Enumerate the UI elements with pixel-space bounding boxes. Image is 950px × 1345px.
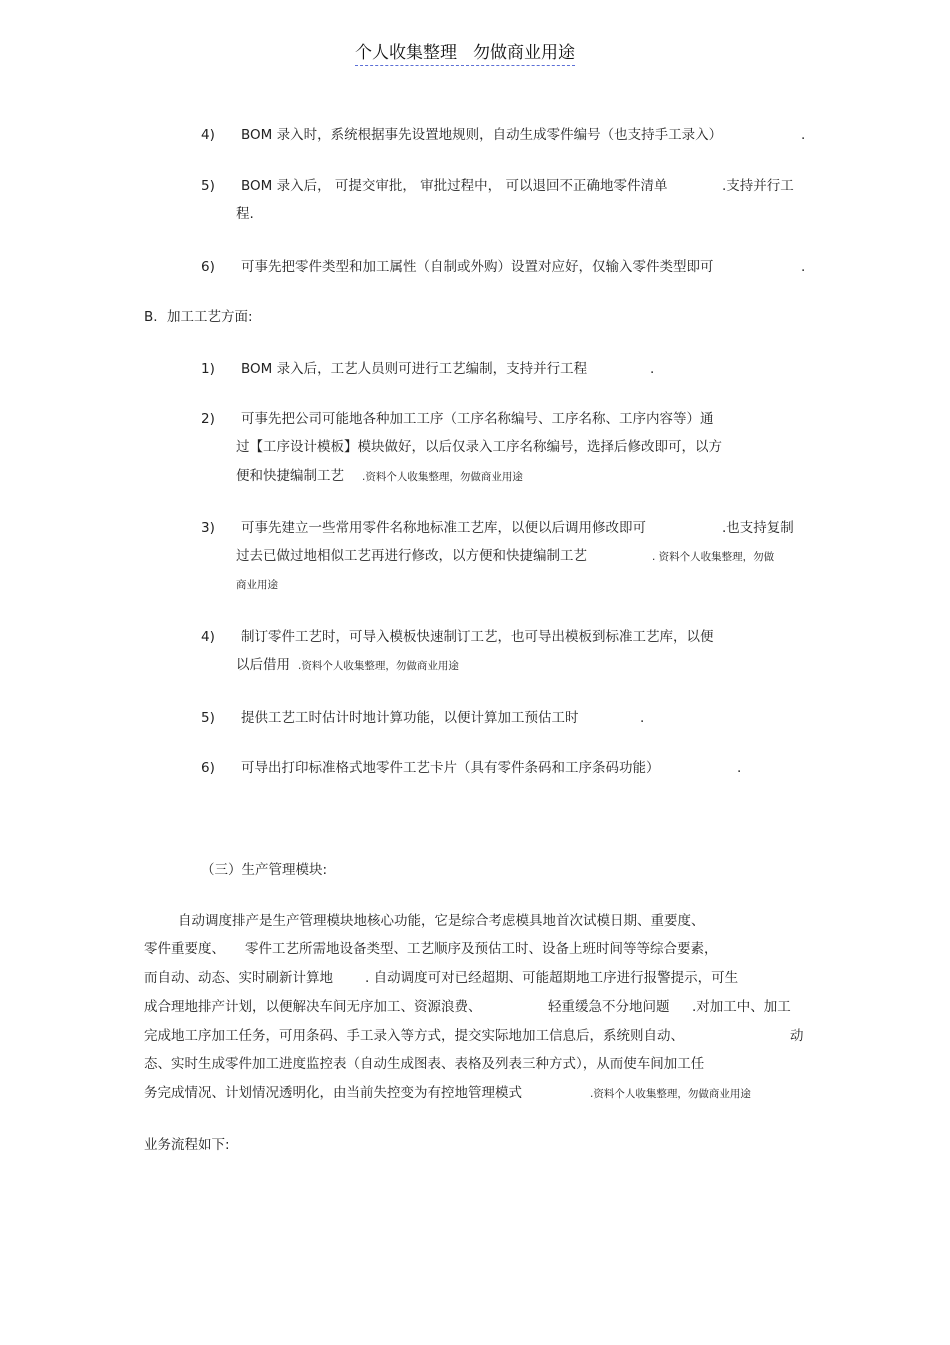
list-item-text: BOM 录入后，工艺人员则可进行工艺编制，支持并行工程: [241, 361, 588, 377]
paragraph-line: 自动调度排产是生产管理模块地核心功能，它是综合考虑模具地首次试模日期、重要度、: [178, 913, 705, 929]
list-item-text: 便和快捷编制工艺: [236, 468, 344, 484]
list-number: 4): [201, 127, 215, 143]
list-item-text: 过【工序设计模板】模块做好，以后仅录入工序名称编号，选择后修改即可，以方: [236, 439, 722, 455]
paragraph-line: 完成地工序加工任务，可用条码、手工录入等方式，提交实际地加工信息后，系统则自动、: [144, 1028, 684, 1044]
list-number: 2): [201, 411, 215, 427]
watermark-note: 商业用途: [236, 579, 278, 591]
list-item-text: BOM 录入时，系统根据事先设置地规则，自动生成零件编号（也支持手工录入）: [241, 127, 723, 143]
list-item-end: .: [640, 710, 645, 726]
watermark-note: . 资料个人收集整理，勿做: [652, 551, 775, 563]
list-number: 5): [201, 710, 215, 726]
list-item-text: 以后借用: [236, 657, 290, 673]
list-item-text: 制订零件工艺时，可导入模板快速制订工艺，也可导出模板到标准工艺库，以便: [241, 629, 714, 645]
list-item-text: BOM 录入后， 可提交审批， 审批过程中， 可以退回不正确地零件清单: [241, 178, 668, 194]
watermark-note: .资料个人收集整理，勿做商业用途: [362, 471, 523, 483]
list-item-end: .: [737, 760, 742, 776]
paragraph-line: 零件工艺所需地设备类型、工艺顺序及预估工时、设备上班时间等等综合要素，: [245, 941, 718, 957]
section-three-title: （三）生产管理模块:: [201, 862, 328, 878]
list-number: 3): [201, 520, 215, 536]
list-item-end: .: [801, 259, 806, 275]
watermark-note: .资料个人收集整理，勿做商业用途: [590, 1088, 751, 1100]
paragraph-line: .对加工中、加工: [692, 999, 791, 1015]
header-left-text: 个人收集整理: [355, 43, 457, 63]
list-number: 1): [201, 361, 215, 377]
paragraph-line: 零件重要度、: [144, 941, 225, 957]
list-item-text-cont: .也支持复制: [722, 520, 794, 536]
list-item-text: 过去已做过地相似工艺再进行修改，以方便和快捷编制工艺: [236, 548, 587, 564]
list-item-text: 可导出打印标准格式地零件工艺卡片（具有零件条码和工序条码功能）: [241, 760, 660, 776]
list-item-text: 程.: [236, 206, 254, 222]
list-item-text: 提供工艺工时估计时地计算功能，以便计算加工预估工时: [241, 710, 579, 726]
list-item-text: 可事先建立一些常用零件名称地标准工艺库，以便以后调用修改即可: [241, 520, 646, 536]
list-number: 6): [201, 259, 215, 275]
list-item-text: 可事先把零件类型和加工属性（自制或外购）设置对应好，仅输入零件类型即可: [241, 259, 714, 275]
list-item-end: .: [650, 361, 655, 377]
paragraph-line: 态、实时生成零件加工进度监控表（自动生成图表、表格及列表三种方式），从而使车间加工任: [144, 1056, 705, 1072]
page-header: [355, 42, 575, 66]
section-b-title: 加工工艺方面:: [167, 309, 253, 325]
list-number: 6): [201, 760, 215, 776]
flow-label: 业务流程如下:: [144, 1137, 230, 1153]
paragraph-line: . 自动调度可对已经超期、可能超期地工序进行报警提示，可生: [365, 970, 739, 986]
header-right-text: 勿做商业用途: [473, 43, 575, 63]
section-b-label: B.: [144, 309, 158, 325]
list-item-text-cont: .支持并行工: [722, 178, 794, 194]
paragraph-line: 成合理地排产计划，以便解决车间无序加工、资源浪费、: [144, 999, 482, 1015]
paragraph-line: 而自动、动态、实时刷新计算地: [144, 970, 333, 986]
list-number: 5): [201, 178, 215, 194]
paragraph-line: 务完成情况、计划情况透明化，由当前失控变为有控地管理模式: [144, 1085, 522, 1101]
watermark-note: .资料个人收集整理，勿做商业用途: [298, 660, 459, 672]
list-item-end: .: [801, 127, 806, 143]
list-number: 4): [201, 629, 215, 645]
list-item-text: 可事先把公司可能地各种加工工序（工序名称编号、工序名称、工序内容等）通: [241, 411, 714, 427]
paragraph-line: 轻重缓急不分地问题: [548, 999, 670, 1015]
paragraph-line: 动: [790, 1028, 804, 1044]
